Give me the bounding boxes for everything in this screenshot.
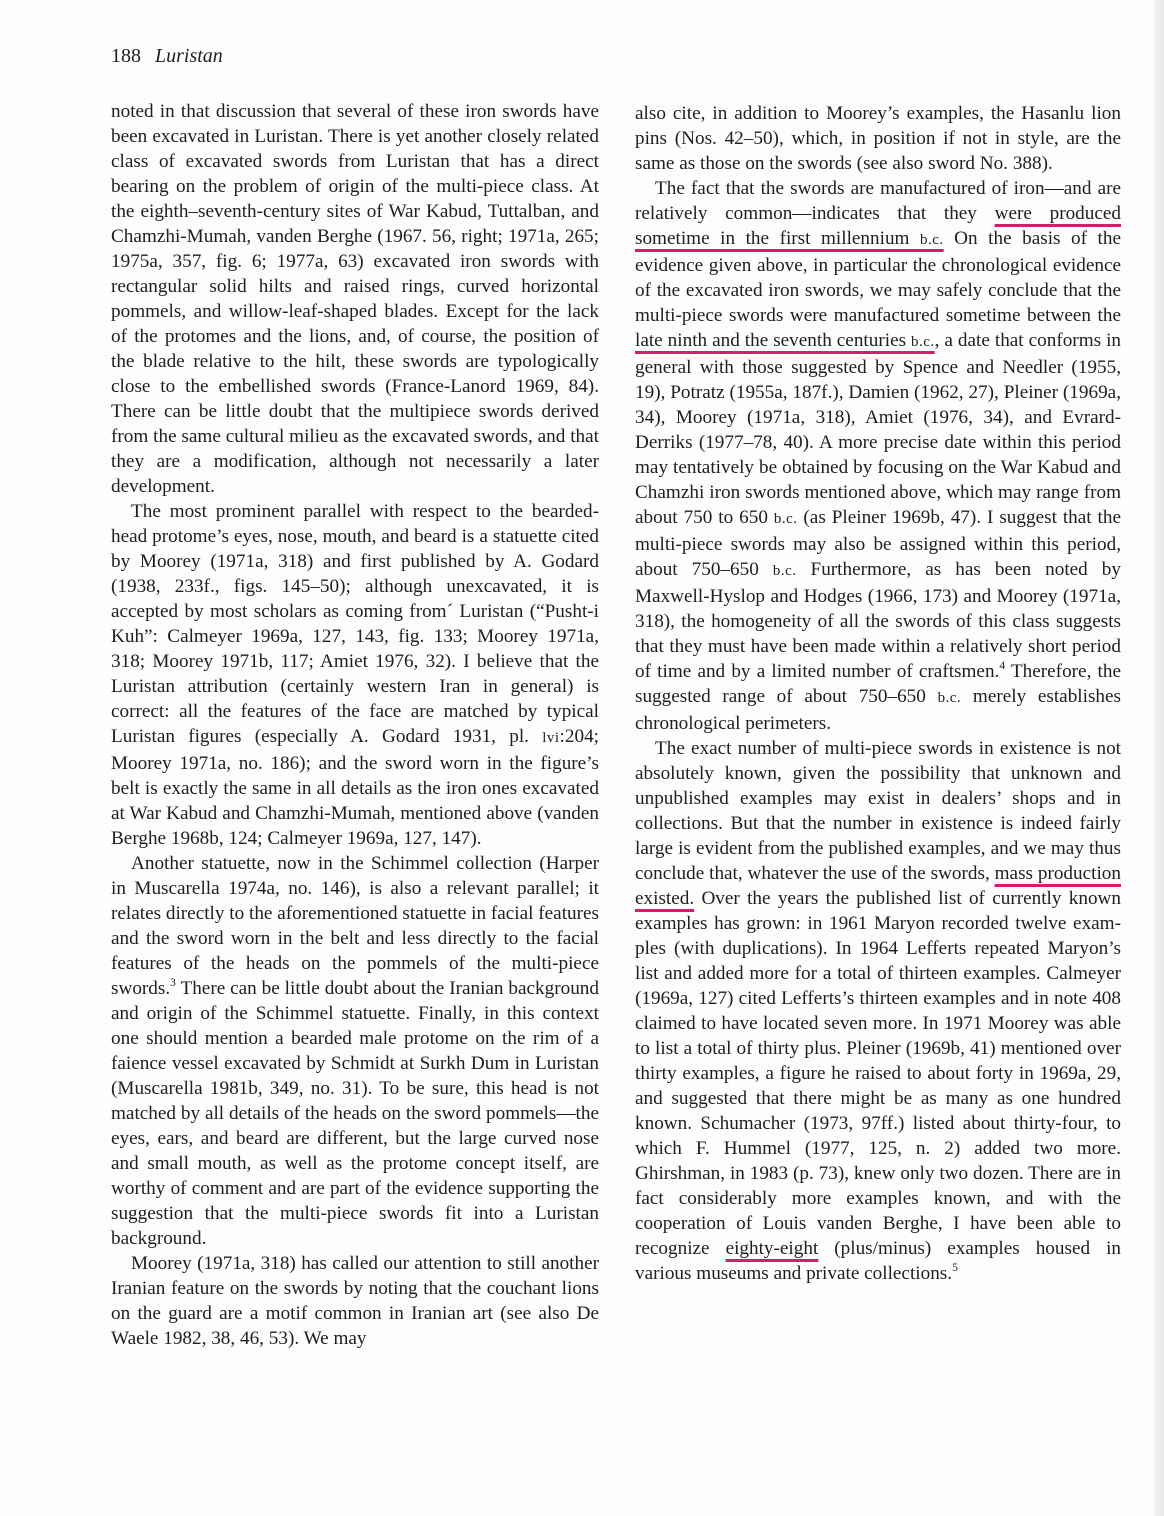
footnote-ref-5[interactable]: 5 bbox=[952, 1261, 958, 1274]
footnote-ref-4[interactable]: 4 bbox=[999, 659, 1006, 672]
paragraph: The fact that the swords are manufactured of iron—and are relatively common—indicates that they were produced sometime in the first millennium b.c. On the basis of the evidence given above, in particular the chronological evidence of the excavated iron swords, we may safely conclude that the multi-piece swords were manufactured sometime between the late ninth and the seventh centuries b.c., a date that conforms in general with those suggested by Spence and Needler (1955, 19), Potratz (1955a, 187f.), Damien (1962, 27), Pleiner (1969a, 34), Moorey (1971a, 318), Amiet (1976, 34), and Evrard-Derriks (1977–78, 40). A more precise date within this period may tentatively be obtained by focusing on the War Kabud and Chamzhi iron swords mentioned above, which may range from about 750 to 650 b.c. (as Pleiner 1969b, 47). I suggest that the multi-piece swords may also be assigned within this period, about 750–650 b.c. Furthermore, as has been noted by Maxwell-Hyslop and Hodges (1966, 173) and Moorey (1971a, 318), the homogeneity of all the swords of this class suggests that they must have been made within a relatively short period of time and by a limited number of craftsmen.$^4$ Therefore, the suggested range of about 750–650 b.c. merely establishes chronological perimeters. bbox=[635, 178, 1122, 734]
running-title: Luristan bbox=[155, 45, 223, 67]
footnote-ref-3[interactable]: 3 bbox=[170, 976, 176, 989]
paragraph: Moorey (1971a, 318) has called our attention to still another Iranian feature on the swords by noting that the couchant lions on the guard are a motif common in Iranian art (see also De Waele 1982, 38, 46, 53). We may bbox=[111, 1253, 599, 1349]
right-column bbox=[635, 101, 1121, 1286]
paragraph: The exact number of multi-piece swords in existence is not absolutely known, given the possibility that unknown and unpublished examples may exist in dealers’ shops and in collections. But that the number in existence is indeed fairly large is evident from the published examples, and we may thus conclude that, whatever the use of the swords, mass production existed. Over the years the published list of currently known examples has grown: in 1961 Maryon recorded twelve examples (with duplications). In 1964 Lefferts repeated Maryon’s list and added more for a total of thirteen examples. Calmeyer (1969a, 127) cited Lefferts’s thirteen examples and in note 408 claimed to have located seven more. In 1971 Moorey was able to list a total of thirty plus. Pleiner (1969b, 41) mentioned over thirty examples, a figure he raised to about forty in 1969a, 29, and suggested that there might be as many as one hundred known. Schumacher (1973, 97ff.) listed about thirty-four, to which F. Hummel (1977, 125, n. 2) added two more. Ghirshman, in 1983 (p. 73), knew only two dozen. There are in fact considerably more examples known, and with the cooperation of Louis vanden Berghe, I have been able to recognize eighty-eight (plus/minus) examples housed in various museums and private collections.$^5$ bbox=[635, 738, 1121, 1284]
highlight-underline-eighty-eight: eighty-eight bbox=[725, 1238, 819, 1259]
highlight-underline-mass-production: mass production existed. bbox=[635, 863, 1121, 909]
highlight-underline-ninth-seventh-centuries: late ninth and the seventh centuries b.c. bbox=[635, 330, 935, 351]
paragraph: noted in that discussion that several of these iron swords have been excavated in Luristan. There is yet another closely related class of excavated swords from Luristan that has a direct bearing on the problem of origin of the multi-piece class. At the eighth–seventh-century sites of War Kabud, Tuttalban, and Chamzhi-Mumah, vanden Berghe (1967. 56, right; 1971a, 265; 1975a, 357, fig. 6; 1977a, 63) excavated iron swords with rectangular solid hilts and raised rings, curved horizontal pommels, and willow-leaf-shaped blades. Except for the lack of the protomes and the lions, and, of course, the position of the blade relative to the hilt, these swords are typologically close to the embellished swords (France-Lanord 1969, 84). There can be little doubt that the multipiece swords derived from the same cultural milieu as the excavated swords, and that they are a modification, although not necessarily a later development. bbox=[111, 101, 599, 497]
paragraph: Another statuette, now in the Schimmel collection (Harper in Muscarella 1974a, no. 146), is also a relevant parallel; it relates directly to the aforementioned statuette in facial features and the sword worn in the belt and less directly to the facial features of the heads on the pommels of the multi-piece swords.$^3$ There can be little doubt about the Iranian background and origin of the Schimmel statuette. Finally, in this context one should mention a bearded male protome on the rim of a faience vessel excavated by Schmidt at Surkh Dum in Luristan (Muscarella 1981b, 349, no. 31). To be sure, this head is not matched by all details of the heads on the sword pommels—the eyes, ears, and beard are different, but the large curved nose and small mouth, as well as the protome concept itself, are worthy of comment and are part of the evidence supporting the suggestion that the multi-piece swords fit into a Luristan background. bbox=[111, 853, 599, 1249]
left-column bbox=[111, 99, 599, 1351]
paragraph: The most prominent parallel with respect to the bearded-head protome’s eyes, nose, mouth, and beard is a statuette cited by Moorey (1971a, 318) and first published by A. Godard (1938, 233f., figs. 145–50); although unexcavated, it is accepted by most scholars as coming from´ Luristan (“Pusht-i Kuh”: Calmeyer 1969a, 127, 143, fig. 133; Moorey 1971a, 318; Moorey 1971b, 117; Amiet 1976, 32). I believe that the Luristan attribution (certainly western Iran in general) is correct: all the features of the face are matched by typical Luristan figures (especially A. Godard 1931, pl. lvi:204; Moorey 1971a, no. 186); and the sword worn in the figure’s belt is exactly the same in all details as the iron ones excavated at War Kabud and Chamzhi-Mumah, mentioned above (vanden Berghe 1968b, 124; Calmeyer 1969a, 127, 147). bbox=[111, 501, 599, 849]
highlight-underline-first-millennium: were produced sometime in the first millennium b.c. bbox=[635, 203, 1122, 249]
page-number: 188 bbox=[111, 45, 141, 67]
running-head bbox=[111, 43, 223, 69]
roman-numeral: lvi bbox=[542, 730, 560, 746]
page-edge-shadow bbox=[1154, 0, 1164, 1516]
paragraph: also cite, in addition to Moorey’s examples, the Hasanlu lion pins (Nos. 42–50), which, in position if not in style, are the same as those on the swords (see also sword No. 388). bbox=[635, 103, 1121, 174]
